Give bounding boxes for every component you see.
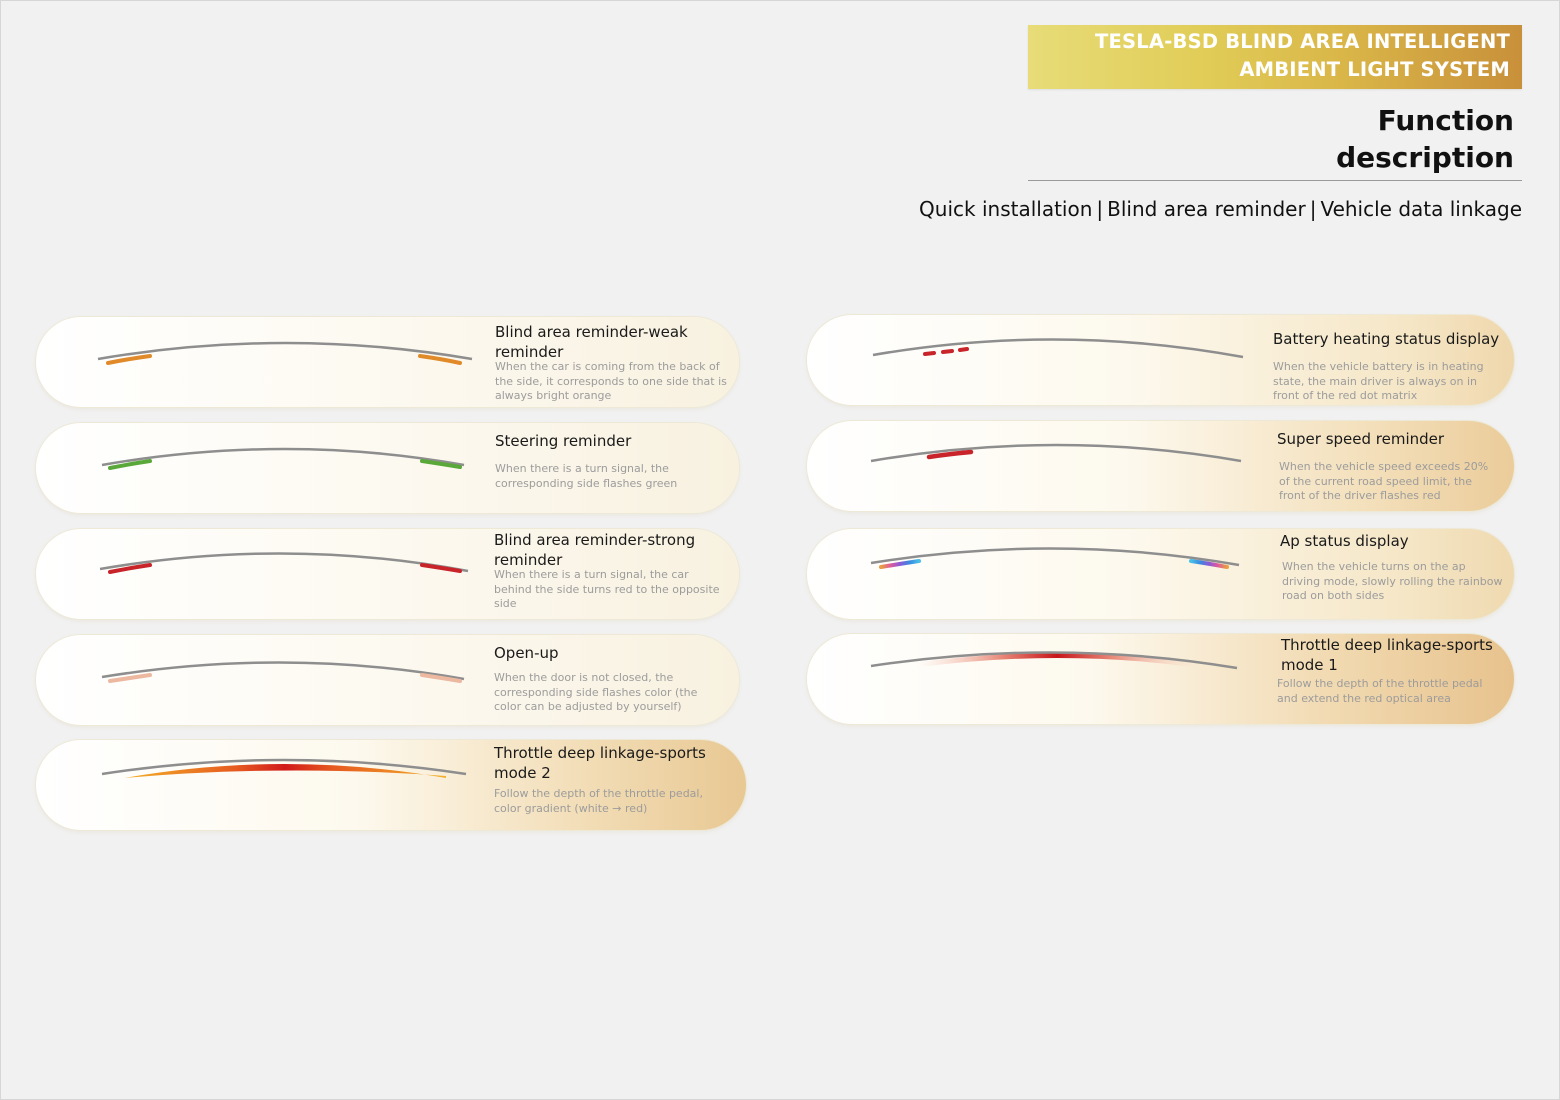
page-title-line-1: Function (1377, 104, 1514, 137)
function-card-ap-status (807, 529, 1514, 619)
card-title: Throttle deep linkage-sports mode 1 (1281, 636, 1493, 674)
feature-item: Vehicle data linkage (1320, 197, 1522, 221)
feature-item: Quick installation (919, 197, 1093, 221)
card-title: Blind area reminder-strong reminder (494, 531, 696, 569)
card-description: When the door is not closed, the corresponding side flashes color (the color can be adjusted by yourself) (494, 671, 698, 714)
feature-item: Blind area reminder (1107, 197, 1306, 221)
card-title: Battery heating status display (1273, 330, 1500, 348)
function-card-steering-reminder (36, 423, 739, 513)
card-title: Super speed reminder (1277, 430, 1445, 448)
function-card-weak-reminder (36, 317, 739, 407)
card-description: Follow the depth of the throttle pedal and extend the red optical area (1277, 677, 1483, 705)
banner-line-2: AMBIENT LIGHT SYSTEM (1239, 58, 1510, 81)
feature-separator: | (1096, 197, 1104, 221)
card-title: Open-up (494, 644, 559, 662)
product-banner (1028, 25, 1522, 89)
feature-list (919, 197, 1522, 221)
title-divider (1028, 180, 1522, 181)
function-card-strong-reminder (36, 529, 739, 619)
function-card-battery-heating (807, 315, 1514, 405)
card-description: When there is a turn signal, the corresponding side flashes green (495, 462, 678, 490)
page-title (1336, 102, 1514, 176)
card-description: When the vehicle turns on the ap driving mode, slowly rolling the rainbow road on both sides (1282, 560, 1503, 603)
card-description: When the car is coming from the back of the side, it corresponds to one side that is always bright orange (495, 360, 727, 403)
card-description: When there is a turn signal, the car behind the side turns red to the opposite side (494, 568, 720, 611)
card-description: Follow the depth of the throttle pedal, color gradient (white → red) (494, 787, 703, 815)
function-card-sports-mode-2 (36, 740, 746, 830)
function-card-open-up (36, 635, 739, 725)
card-description: When the vehicle speed exceeds 20% of the current road speed limit, the front of the driver flashes red (1279, 460, 1489, 503)
card-title: Blind area reminder-weak reminder (495, 323, 688, 361)
card-title: Throttle deep linkage-sports mode 2 (494, 744, 706, 782)
function-card-sports-mode-1 (807, 634, 1514, 724)
card-title: Ap status display (1280, 532, 1409, 550)
card-title: Steering reminder (495, 432, 632, 450)
function-card-super-speed (807, 421, 1514, 511)
feature-separator: | (1309, 197, 1317, 221)
banner-line-1: TESLA-BSD BLIND AREA INTELLIGENT (1095, 30, 1510, 53)
page-title-line-2: description (1336, 141, 1514, 174)
card-description: When the vehicle battery is in heating state, the main driver is always on in front of the red dot matrix (1273, 360, 1484, 403)
